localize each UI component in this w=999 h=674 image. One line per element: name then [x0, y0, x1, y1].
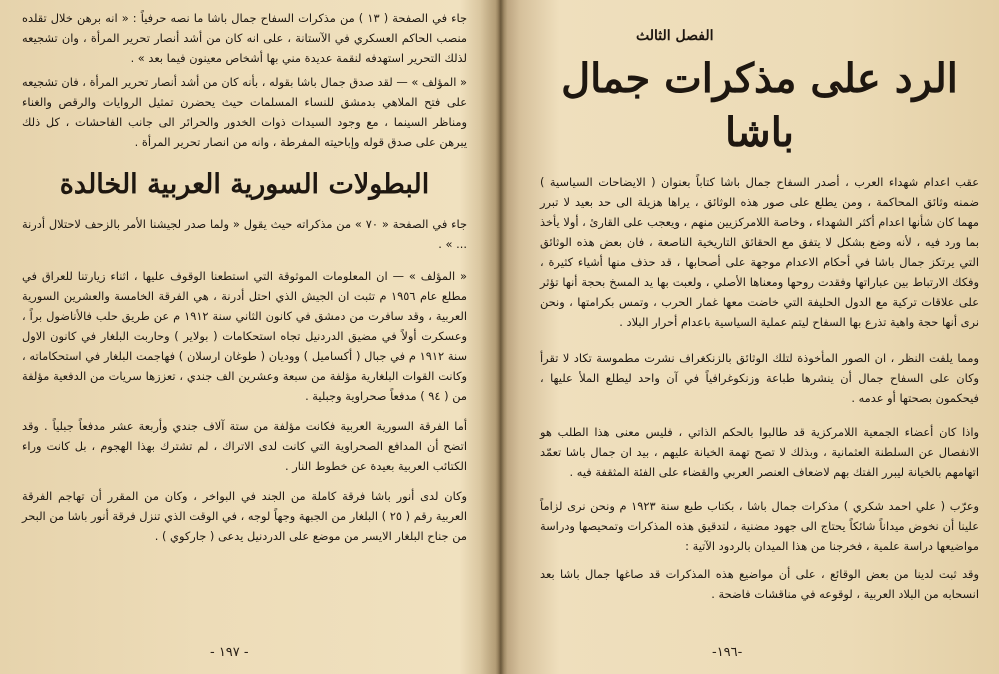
right-paragraph-4: وعرّب ( علي احمد شكري ) مذكرات جمال باشا ، بكتاب طبع سنة ١٩٢٣ م ونحن نرى لزاماً علينا أن نخوض ميداناً شائكاً يحتاج الى جهود مضنية ، لتدقيق هذه المذكرات وتمحيصها ودراسة مواضيعها دراسة علمية ، فخرجنا من هذا الميدان بالردود الآتية :: [540, 499, 980, 553]
chapter-label: الفصل الثالث: [636, 28, 714, 44]
right-paragraph-5: وقد ثبت لدينا من بعض الوقائع ، على أن مواضيع هذه المذكرات قد صاغها جمال باشا بعد انسحابه من البلاد العربية ، لوقوعه في مناقشات فاضحة .: [540, 567, 979, 601]
section-heading: البطولات السورية العربية الخالدة: [59, 169, 430, 200]
right-page: [502, 0, 999, 674]
chapter-title: الرد على مذكرات جمال باشا: [561, 55, 958, 156]
left-page-number: - ١٩٧ -: [210, 645, 249, 660]
left-paragraph-3: جاء في الصفحة « ٧٠ » من مذكراته حيث يقول « ولما صدر لجيشنا الأمر بالزحف لاحتلال أدرنة ... » .: [22, 217, 467, 251]
left-page: [0, 0, 497, 674]
left-paragraph-2: « المؤلف » — لقد صدق جمال باشا بقوله ، بأنه كان من أشد أنصار تحرير المرأة ، فان تشجيعه على فتح الملاهي بدمشق للنساء المسلمات حيث يحضرن تمثيل الروايات والرقص والغناء ومناظر السينما ، مع وجود السيدات ذوات الخدور والحرائر الى جانب الفاحشات ، كل ذلك يبرهن على صدق قوله وإباحيته المفرطة ، وانه من انصار تحرير المرأة .: [22, 75, 467, 149]
left-paragraph-4: « المؤلف » — ان المعلومات الموثوقة التي استطعنا الوقوف عليها ، اثناء زيارتنا للعراق في مطلع عام ١٩٥٦ م تثبت ان الجيش الذي احتل أدرنة ، هي الفرقة الخامسة والعشرين السورية العربية ، وقد سافرت من دمشق في كانون الثاني سنة ١٩١٢ م عن طريق حلب فالأناضول براً ، وعسكرت أولاً في مضيق الدردنيل تجاه استحكامات ( بولاير ) وحاربت البلغار في كانون الاول سنة ١٩١٢ م في جبال ( أكساميل ) ووديان ( طوغان ارسلان ) فهاجمت البلغار في استحكاماته ، وكانت القوات البلغارية مؤلفة من سبعة وعشرين الف جندي ، تعززها سريات من الدفعية مؤلفة من ( ٩٤ ) مدفعاً صحراوية وجبلية .: [22, 269, 467, 403]
right-paragraph-1: عقب اعدام شهداء العرب ، أصدر السفاح جمال باشا كتاباً بعنوان ( الايضاحات السياسية ) ضمنه وثائق المحاكمة ، ومن يطلع على صور هذه الوثائق ، يراها هزيلة الى حد بعيد لا تبرر مهما كان شأنها اعدام أكثر الشهداء ، وخاصة اللامركزيين منهم ، ويعجب على القارئ ، أولا يأخذ بما ورد فيه ، لأنه وضع بشكل لا يتفق مع الحقائق التاريخية الناصعة ، فان بعض هذه الوثائق التي يرتكز جمال باشا في أحكام الاعدام موجهة على أصحابها ، قد حذف منها أشياء كثيرة ، وفكك الارتباط بين عباراتها وفقدت روحها ومعناها الأصلي ، ولعبت بها يد المسخ بحجة أنها تؤثر على علاقات تركية مع الدول الحليفة التي خاضت معها غمار الحرب ، وتمس بكرامتها ، ونحن نرى أنها حجة واهية تذرع بها السفاح ليتم عملية السياسية باعدام أحرار البلاد .: [540, 175, 979, 329]
right-paragraph-3: واذا كان أعضاء الجمعية اللامركزية قد طالبوا بالحكم الذاتي ، فليس معنى هذا الطلب هو الانفصال عن السلطنة العثمانية ، وبذلك لا تصح تهمة الخيانة عليهم ، بيد ان جمال باشا تعمّد اتهامهم بالخيانة ليبرر الفتك بهم لاضعاف العنصر العربي والقضاء على الفئة المثقفة فيه .: [540, 425, 979, 479]
right-paragraph-2: ومما يلفت النظر ، ان الصور المأخوذة لتلك الوثائق بالزنكغراف نشرت مطموسة تكاد لا تقرأ وكان على السفاح جمال أن ينشرها طباعة وزنكوغرافياً في آن واحد ليطلع الملأ عليها ، فيحكمون بصحتها أو عدمه .: [540, 351, 979, 405]
left-paragraph-6: وكان لدى أنور باشا فرقة كاملة من الجند في البواخر ، وكان من المقرر أن تهاجم الفرقة العربية رقم ( ٢٥ ) البلغار من الجبهة وجهاً لوجه ، في الوقت الذي تنزل فرقة أنور باشا من البحر من جناح البلغار الايسر من موضع على الدردنيل يدعى ( جاركوي ) .: [22, 489, 468, 543]
left-paragraph-5: أما الفرقة السورية العربية فكانت مؤلفة من ستة آلاف جندي وأربعة عشر مدفعاً جبلياً . وقد اتضح أن المدافع الصحراوية التي كانت لدى الاتراك ، لم تشترك بهذا الهجوم ، بل كانت وراء الكتائب العربية بعيدة عن خطوط النار .: [22, 419, 467, 473]
right-page-number: -١٩٦-: [712, 645, 743, 660]
left-paragraph-1: جاء في الصفحة ( ١٣ ) من مذكرات السفاح جمال باشا ما نصه حرفياً : « انه برهن خلال تقلده منصب الحاكم العسكري في الآستانة ، على انه كان من أشد أنصار تحرير المرأة ، وان تشجيعه لذلك التحرير استهدفه لنقمة عديدة مني بها أشخاص معينون فيما بعد » .: [22, 11, 467, 65]
